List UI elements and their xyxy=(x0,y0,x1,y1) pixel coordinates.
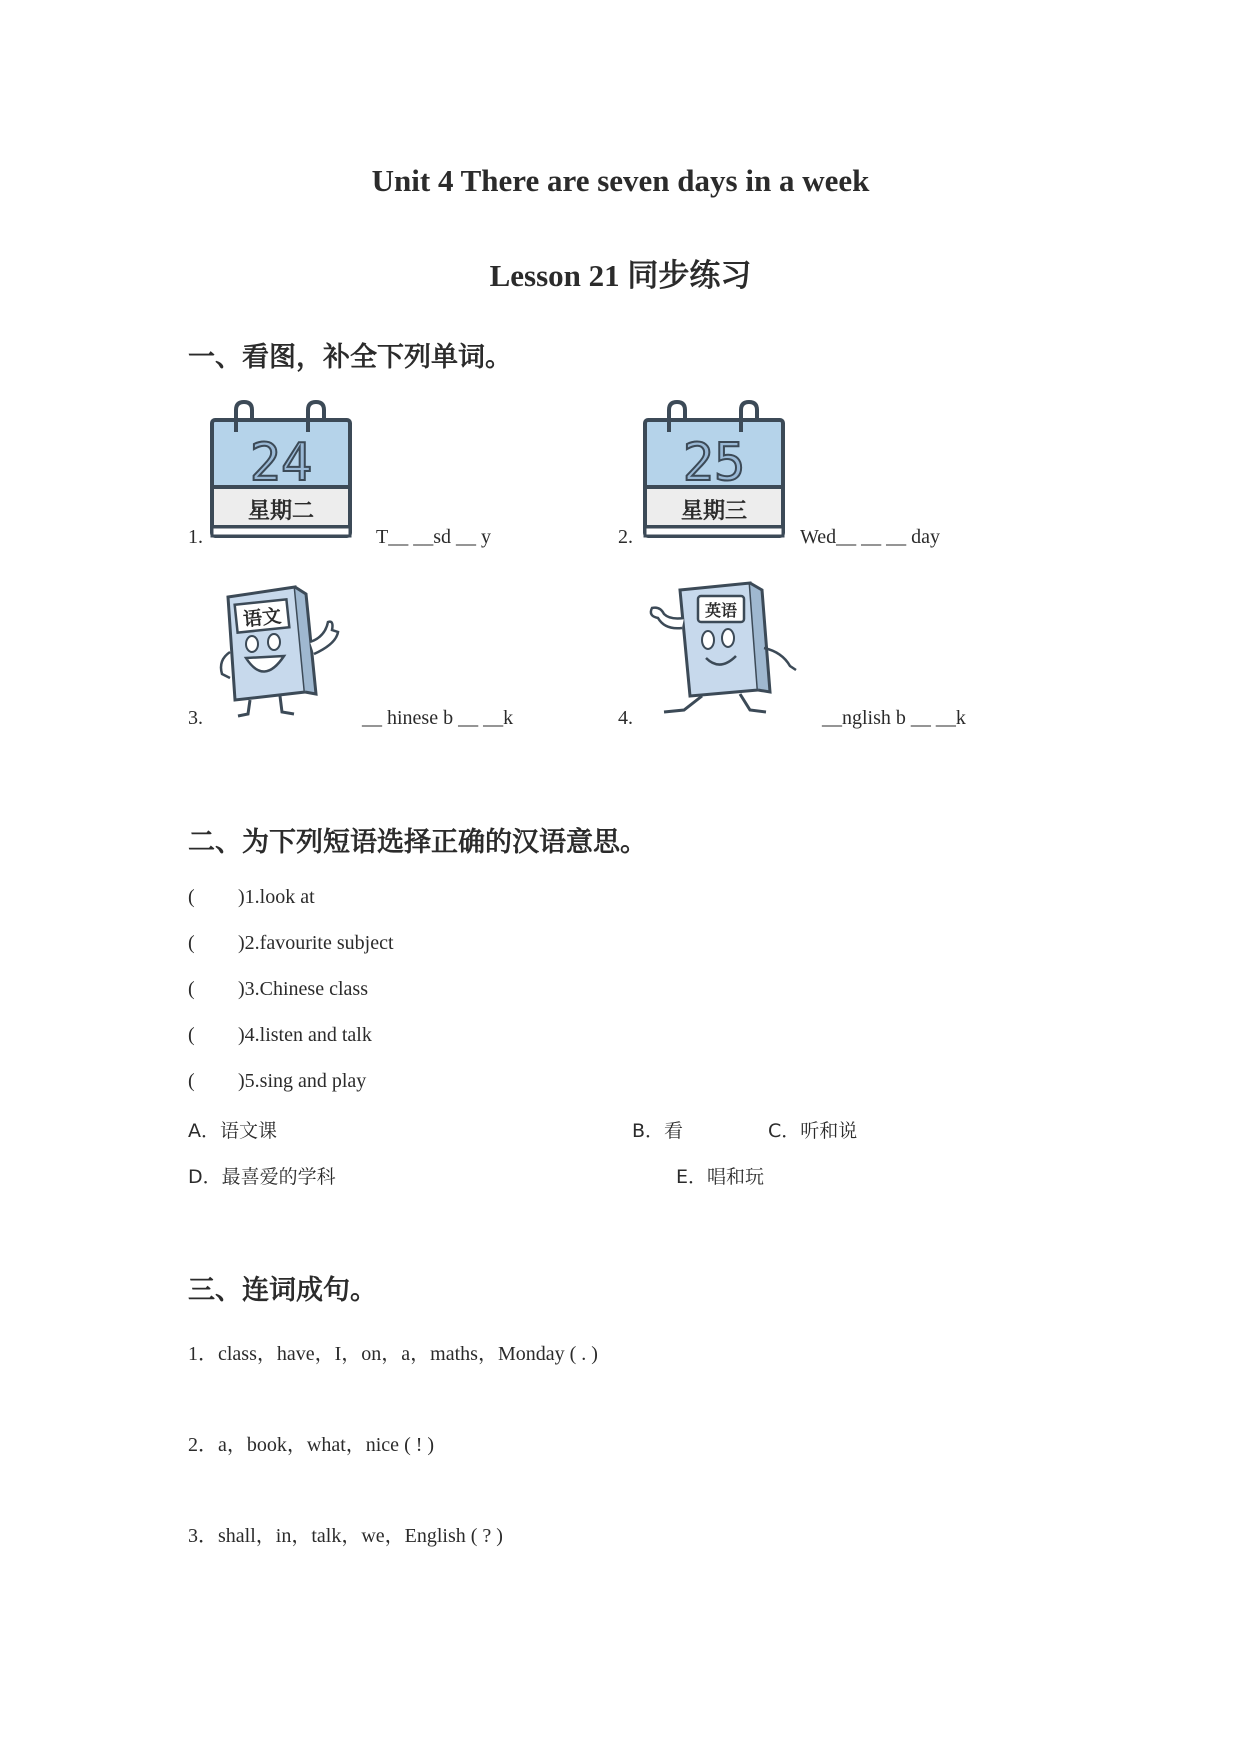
item1-blank: T__ __sd __ y xyxy=(376,526,491,548)
matching-item: )5.sing and play xyxy=(238,1070,367,1092)
option-c: C．听和说 xyxy=(768,1120,858,1142)
matching-paren: ( xyxy=(188,1070,195,1092)
matching-item: )3.Chinese class xyxy=(238,978,368,1000)
matching-item: )4.listen and talk xyxy=(238,1024,372,1046)
english-book-label: 英语 xyxy=(704,601,738,620)
option-e: E．唱和玩 xyxy=(676,1166,765,1188)
matching-paren: ( xyxy=(188,932,195,954)
item2-blank: Wed__ __ __ day xyxy=(800,526,941,548)
calendar-24-day: 星期二 xyxy=(247,499,315,524)
section3-heading: 三、连词成句。 xyxy=(188,1275,377,1306)
calendar-25-day: 星期三 xyxy=(680,499,748,524)
matching-paren: ( xyxy=(188,1024,195,1046)
item3-blank: __ hinese b __ __k xyxy=(362,707,514,729)
calendar-24-image xyxy=(208,402,353,540)
matching-item: )2.favourite subject xyxy=(238,932,394,954)
section2-heading: 二、为下列短语选择正确的汉语意思。 xyxy=(188,827,647,858)
chinese-book-image xyxy=(210,582,345,722)
item4-number: 4. xyxy=(618,707,633,729)
matching-paren: ( xyxy=(188,978,195,1000)
chinese-book-label: 语文 xyxy=(242,605,283,631)
sentence-item: 2．a，book，what，nice ( ! ) xyxy=(188,1434,435,1456)
page-subtitle: Lesson 21 同步练习 xyxy=(489,258,752,293)
calendar-25-image xyxy=(641,402,786,540)
item1-number: 1. xyxy=(188,526,203,548)
page-title: Unit 4 There are seven days in a week xyxy=(371,163,870,198)
calendar-25-number: 25 xyxy=(682,433,746,493)
sentence-item: 1．class，have，I，on，a，maths，Monday ( . ) xyxy=(188,1343,598,1365)
option-b: B．看 xyxy=(632,1120,684,1142)
item4-blank: __nglish b __ __k xyxy=(822,707,966,729)
option-a: A．语文课 xyxy=(188,1120,277,1142)
matching-paren: ( xyxy=(188,886,195,908)
item2-number: 2. xyxy=(618,526,633,548)
english-book-image xyxy=(640,578,800,720)
calendar-24-number: 24 xyxy=(249,433,313,493)
option-d: D．最喜爱的学科 xyxy=(188,1166,336,1188)
item3-number: 3. xyxy=(188,707,203,729)
matching-item: )1.look at xyxy=(238,886,315,908)
sentence-item: 3．shall，in，talk，we，English ( ? ) xyxy=(188,1525,503,1547)
section1-heading: 一、看图，补全下列单词。 xyxy=(188,342,512,373)
